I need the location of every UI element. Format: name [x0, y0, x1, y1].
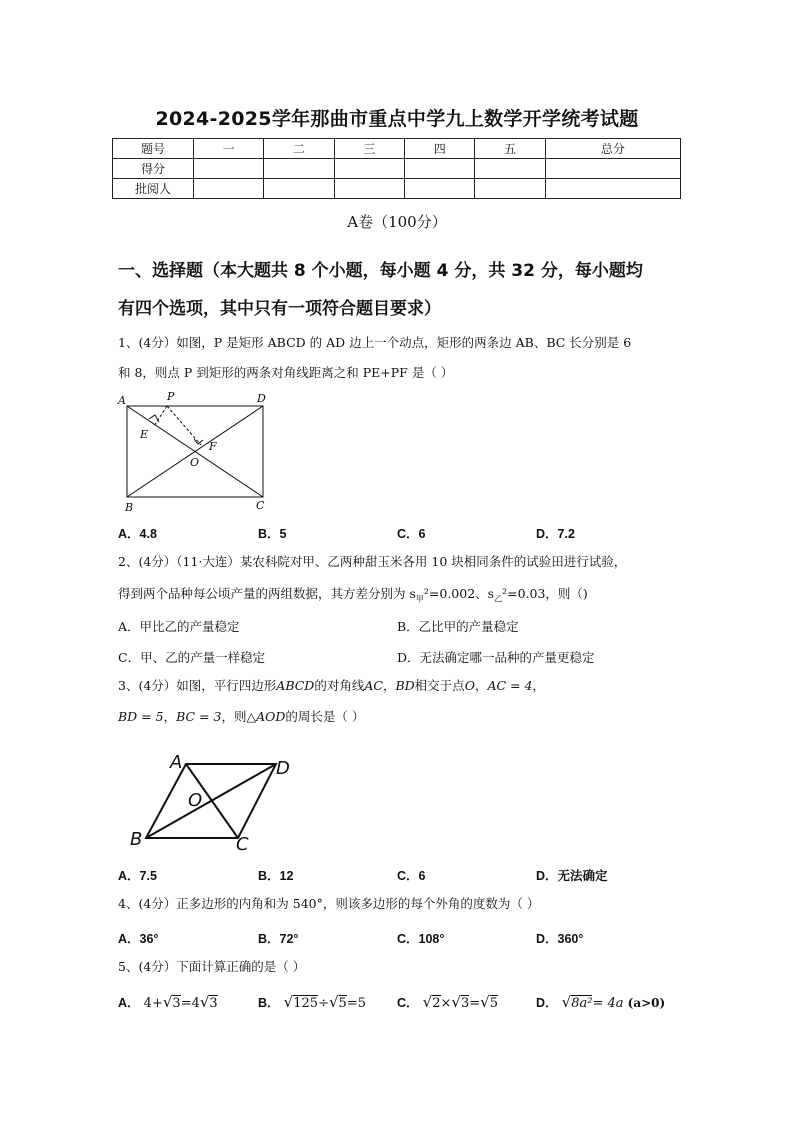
option-letter: B．: [258, 996, 280, 1010]
question-2-line1: 2、(4分）（11·大连）某农科院对甲、乙两种甜玉米各用 10 块相同条件的试验田进行试验，: [118, 554, 627, 569]
q3-math: BC = 3: [176, 709, 222, 724]
radicand: 5: [338, 996, 347, 1011]
math-text: ÷: [318, 996, 329, 1011]
q3-math: BD = 5: [118, 709, 164, 724]
table-cell: 四: [405, 139, 475, 159]
q3-text: ，则△: [221, 709, 257, 724]
table-cell: [545, 179, 680, 199]
option-letter: D．: [536, 996, 558, 1010]
sqrt-icon: √: [561, 993, 572, 1011]
label-o: O: [188, 790, 203, 811]
table-cell: [405, 179, 475, 199]
question-4-line1: 4、(4分）正多边形的内角和为 540°，则该多边形的每个外角的度数为（ ）: [118, 896, 540, 911]
math-text: 4+: [143, 996, 163, 1011]
sqrt-icon: √: [480, 993, 490, 1011]
q3-text: ，: [163, 709, 177, 724]
q1-option-d: D．7.2: [536, 527, 575, 541]
sqrt-icon: √: [422, 993, 433, 1011]
table-cell: 题号: [113, 139, 194, 159]
q5-option-b: [258, 993, 366, 1011]
q3-text: 相交于点: [414, 678, 465, 693]
label-f: F: [209, 440, 217, 453]
q2-sub-jia: 甲: [415, 594, 424, 604]
label-d: D: [257, 392, 266, 405]
label-b: B: [125, 501, 134, 514]
q1-option-b: B．5: [258, 527, 287, 541]
condition-text: (a>0): [627, 996, 666, 1010]
score-table-row: [113, 159, 681, 179]
rectangle-figure: [114, 386, 274, 516]
q3-option-a: A．7.5: [118, 869, 157, 883]
q2-text: ²=0.03，则（): [502, 586, 588, 601]
table-cell: [405, 159, 475, 179]
table-cell: [194, 179, 264, 199]
question-1-line2: 和 8，则点 P 到矩形的两条对角线距离之和 PE+PF 是（ ）: [118, 365, 454, 380]
q3-math: AC = 4: [487, 678, 533, 693]
q2-option-a: A．甲比乙的产量稳定: [118, 619, 240, 634]
q3-text: ，: [532, 678, 545, 693]
q3-math: AOD: [256, 709, 286, 724]
math-text: = 4a: [592, 996, 624, 1011]
sqrt-icon: √: [328, 993, 339, 1011]
parallelogram-figure: [126, 748, 306, 856]
option-letter: C．: [397, 996, 419, 1010]
table-cell: 五: [475, 139, 545, 159]
label-d: D: [276, 758, 290, 779]
question-1-line1: 1、(4分）如图，P 是矩形 ABCD 的 AD 边上一个动点，矩形的两条边 AB、BC 长分别是 6: [118, 335, 632, 350]
table-cell: [194, 159, 264, 179]
table-cell: 三: [334, 139, 404, 159]
paper-section-label: A卷（100分）: [347, 213, 447, 231]
table-cell: [264, 179, 334, 199]
q3-math: AC: [364, 678, 383, 693]
question-3-line2: [118, 710, 688, 724]
table-cell: 二: [264, 139, 334, 159]
q2-option-c: C．甲、乙的产量一样稳定: [118, 650, 266, 665]
section-heading-line1: 一、选择题（本大题共 8 个小题，每小题 4 分，共 32 分，每小题均: [118, 261, 643, 281]
label-b: B: [130, 829, 143, 850]
q3-option-d: D．无法确定: [536, 869, 608, 883]
label-e: E: [140, 428, 149, 441]
score-table: [112, 138, 681, 199]
q1-option-a: A．4.8: [118, 527, 157, 541]
q2-option-b: B．乙比甲的产量稳定: [397, 619, 519, 634]
math-text: ×: [440, 996, 452, 1011]
radicand: 3: [172, 996, 181, 1011]
radicand: 125: [293, 996, 319, 1011]
question-2-line2: [118, 587, 688, 607]
q5-option-a: [118, 993, 218, 1011]
radicand: 8a²: [571, 996, 593, 1011]
radicand: 2: [432, 996, 441, 1011]
paper-title: 2024-2025学年那曲市重点中学九上数学开学统考试题: [155, 108, 639, 130]
table-cell: 总分: [545, 139, 680, 159]
sqrt-icon: √: [162, 993, 173, 1011]
score-table-row: [113, 179, 681, 199]
table-cell: [475, 159, 545, 179]
label-o: O: [190, 456, 200, 469]
option-letter: A．: [118, 996, 140, 1010]
sqrt-icon: √: [451, 993, 461, 1011]
q3-math: ABCD: [276, 678, 315, 693]
q4-option-b: B．72°: [258, 932, 299, 946]
math-text: =4: [180, 996, 200, 1011]
q3-text: ，: [382, 678, 396, 693]
q4-option-a: A．36°: [118, 932, 159, 946]
table-cell: [334, 159, 404, 179]
score-table-header-row: [113, 139, 681, 159]
segment-pf: [167, 406, 201, 445]
label-a: A: [118, 394, 126, 407]
table-cell: [264, 159, 334, 179]
q4-option-d: D．360°: [536, 932, 584, 946]
label-a: A: [170, 752, 183, 773]
q2-option-d: D．无法确定哪一品种的产量更稳定: [397, 650, 595, 665]
math-text: =: [469, 996, 481, 1011]
q3-option-c: C．6: [397, 869, 426, 883]
q2-sub-yi: 乙: [494, 594, 503, 604]
q3-text: 的对角线: [314, 678, 365, 693]
q5-option-d: [536, 993, 665, 1011]
math-text: =5: [346, 996, 366, 1011]
table-cell: [475, 179, 545, 199]
q3-text: ，: [474, 678, 488, 693]
q1-option-c: C．6: [397, 527, 426, 541]
question-3-line1: [118, 679, 688, 693]
label-c: C: [236, 834, 249, 855]
sqrt-icon: √: [283, 993, 294, 1011]
table-cell: 得分: [113, 159, 194, 179]
q2-text: ²=0.002、s: [423, 586, 495, 601]
label-c: C: [256, 499, 265, 512]
q2-text: 得到两个品种每公顷产量的两组数据，其方差分别为 s: [118, 586, 416, 601]
q4-option-c: C．108°: [397, 932, 445, 946]
table-cell: [334, 179, 404, 199]
q3-math: O: [464, 678, 475, 693]
label-p: P: [167, 390, 175, 403]
q5-option-c: [397, 993, 498, 1011]
radicand: 5: [489, 996, 499, 1011]
table-cell: 一: [194, 139, 264, 159]
q3-text: 3、(4分）如图，平行四边形: [118, 678, 277, 693]
section-heading-line2: 有四个选项，其中只有一项符合题目要求）: [118, 299, 441, 319]
table-cell: [545, 159, 680, 179]
q3-text: 的周长是（ ）: [285, 709, 365, 724]
radicand: 3: [209, 996, 218, 1011]
q3-option-b: B．12: [258, 869, 294, 883]
sqrt-icon: √: [199, 993, 210, 1011]
question-5-line1: 5、(4分）下面计算正确的是（ ）: [118, 959, 306, 974]
radicand: 3: [460, 996, 470, 1011]
table-cell: 批阅人: [113, 179, 194, 199]
q3-math: BD: [395, 678, 415, 693]
